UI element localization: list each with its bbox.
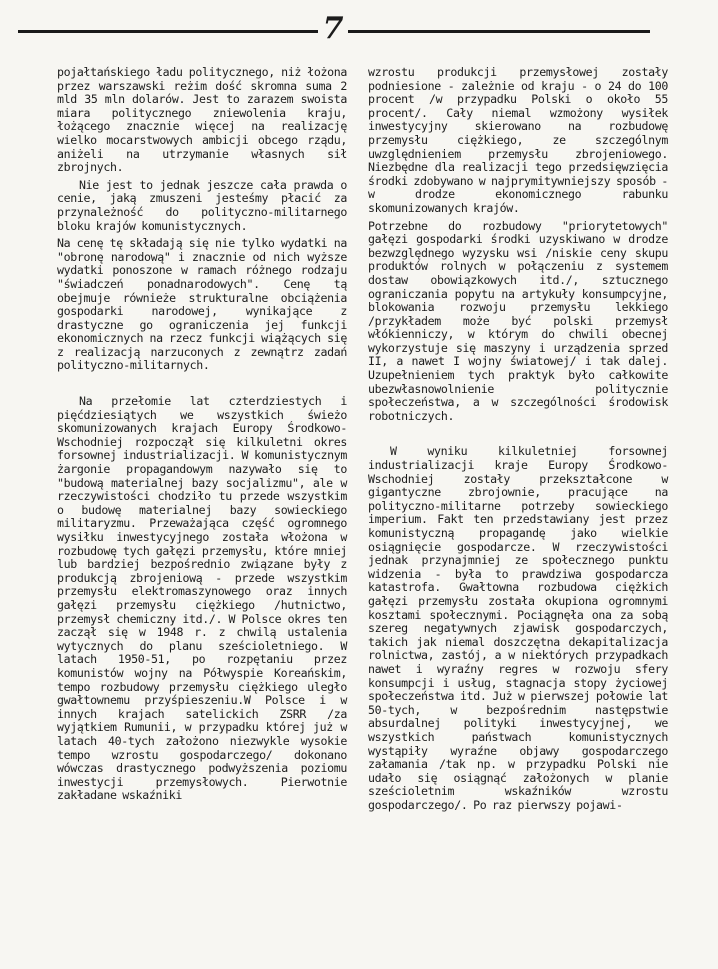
paragraph: Potrzebne do rozbudowy "priorytetowych" gałęzi gospodarki środki uzyskiwano w drodze bezwzględnego wyzysku wsi /niskie ceny skupu produktów rolnych w połączeniu z systemem dostaw obowiązkowych itd./, sztucznego ograniczania popytu na artykuły konsumpcyjne, blokowania rozwoju przemysłu lekkiego /przykładem może być polski przemysł włókienniczy, w którym do chwili obecnej wykorzystuje się maszyny i urządzenia sprzed II, a nawet I wojny światowej/ i tak dalej. Uzupełnieniem tych praktyk było całkowite ubezwłasnowolnienie politycznie społeczeństwa, a w szczególności środowisk robotniczych.	[368, 218, 668, 423]
header-rule-right	[348, 30, 650, 33]
left-column	[57, 66, 347, 814]
right-column	[368, 66, 668, 823]
paragraph: wzrostu produkcji przemysłowej zostały podniesione - zależnie od kraju - o 24 do 100 procent /w przypadku Polski o około 55 procent/. Cały niemal wzmożony wysiłek inwestycyjny skierowano na rozbudowę przemysłu ciężkiego, ze szczególnym uwzględnieniem przemysłu zbrojeniowego. Niezbędne dla realizacji tego przedsięwzięcia środki zdobywano w najprymitywniejszy sposób - w drodze ekonomicznego rabunku skomunizowanych krajów.	[368, 65, 668, 215]
paragraph: Na cenę tę składają się nie tylko wydatki na "obronę narodową" i znacznie od nich wyższe wydatki ponoszone w ramach różnego rodzaju "świadczeń ponadnarodowych". Cenę tą obejmuje równieże strukturalne obciążenia gospodarki narodowej, wynikające z drastyczne go ograniczenia jej funkcji ekonomicznych na rzecz funkcji wiążących się z realizacją narzuconych z zewnątrz zadań polityczno-militarnych.	[57, 236, 347, 373]
paragraph: W wyniku kilkuletniej forsownej industrializacji kraje Europy Środkowo-Wschodniej zostały przekształcone w gigantyczne zbrojownie, pracujące na polityczno-militarne potrzeby sowieckiego imperium. Fakt ten przedstawiany jest przez komunistyczną propagandę jako wielkie osiągnięcie gospodarcze. W rzeczywistości jednak przynajmniej ze społecznego punktu widzenia - była to prawdziwa gospodarcza katastrofa. Gwałtowna rozbudowa ciężkich gałęzi przemysłu została okupiona ogromnymi kosztami społecznymi. Pociągnęła ona za sobą szereg negatywnych zjawisk gospodarczych, takich jak niemal doszczętna dekapitalizacja rolnictwa, zastój, a w niektórych przypadkach nawet i wyraźny regres w rozwoju sfery konsumpcji i usług, stagnacja stopy życiowej społeczeństwa itd. Już w pierwszej połowie lat 50-tych, w bezpośrednim następstwie absurdalnej polityki inwestycyjnej, we wszystkich państwach komunistycznych wystąpiły wyraźne objawy gospodarczego załamania /tak np. w przypadku Polski nie udało się osiągnąć założonych w planie sześcioletnim wskaźników wzrostu gospodarczego/. Po raz pierwszy pojawi-	[368, 444, 668, 812]
header-rule-left	[18, 30, 318, 33]
paragraph: Na przełomie lat czterdziestych i pięćdziesiątych we wszystkich świeżo skomunizowanych krajach Europy Środkowo-Wschodniej rozpoczął się kilkuletni okres forsownej industrializacji. W komunistycznym żargonie propagandowym nazywało się to "budową materialnej bazy socjalizmu", ale w rzeczywistości chodziło tu przede wszystkim o budowę materialnej bazy sowieckiego militaryzmu. Przeważająca część ogromnego wysiłku inwestycyjnego została włożona w rozbudowę tych gałęzi przemysłu, które mniej lub bardziej bezpośrednio związane były z produkcją zbrojeniową - przede wszystkim przemysłu elektromaszynowego oraz innych gałęzi przemysłu ciężkiego /hutnictwo, przemysł chemiczny itd./. W Polsce okres ten zaczął się w 1948 r. z chwilą ustalenia wytycznych do planu sześcioletniego. W latach 1950-51, po rozpętaniu przez komunistów wojny na Półwyspie Koreańskim, tempo rozbudowy przemysłu ciężkiego uległo gwałtownemu przyśpieszeniu.W Polsce i w innych krajach satelickich ZSRR /za wyjątkiem Rumunii, w przypadku której już w latach 40-tych założono niezwykle wysokie tempo wzrostu gospodarczego/ dokonano wówczas drastycznego podwyższenia poziomu inwestycji przemysłowych. Pierwotnie zakładane wskaźniki	[57, 394, 347, 803]
paragraph: Nie jest to jednak jeszcze cała prawda o cenie, jaką zmuszeni jesteśmy płacić za przynależność do polityczno-militarnego bloku krajów komunistycznych.	[57, 177, 347, 233]
paragraph: pojałtańskiego ładu politycznego, niż łożona przez warszawski reżim dość skromna suma 2 mld 35 mln dolarów. Jest to zarazem swoista miara politycznego zniewolenia kraju, łożącego znacznie więcej na realizację wielko mocarstwowych ambicji obcego rządu, aniżeli na utrzymanie własnych sił zbrojnych.	[57, 65, 347, 175]
page-number: 7	[322, 11, 344, 46]
